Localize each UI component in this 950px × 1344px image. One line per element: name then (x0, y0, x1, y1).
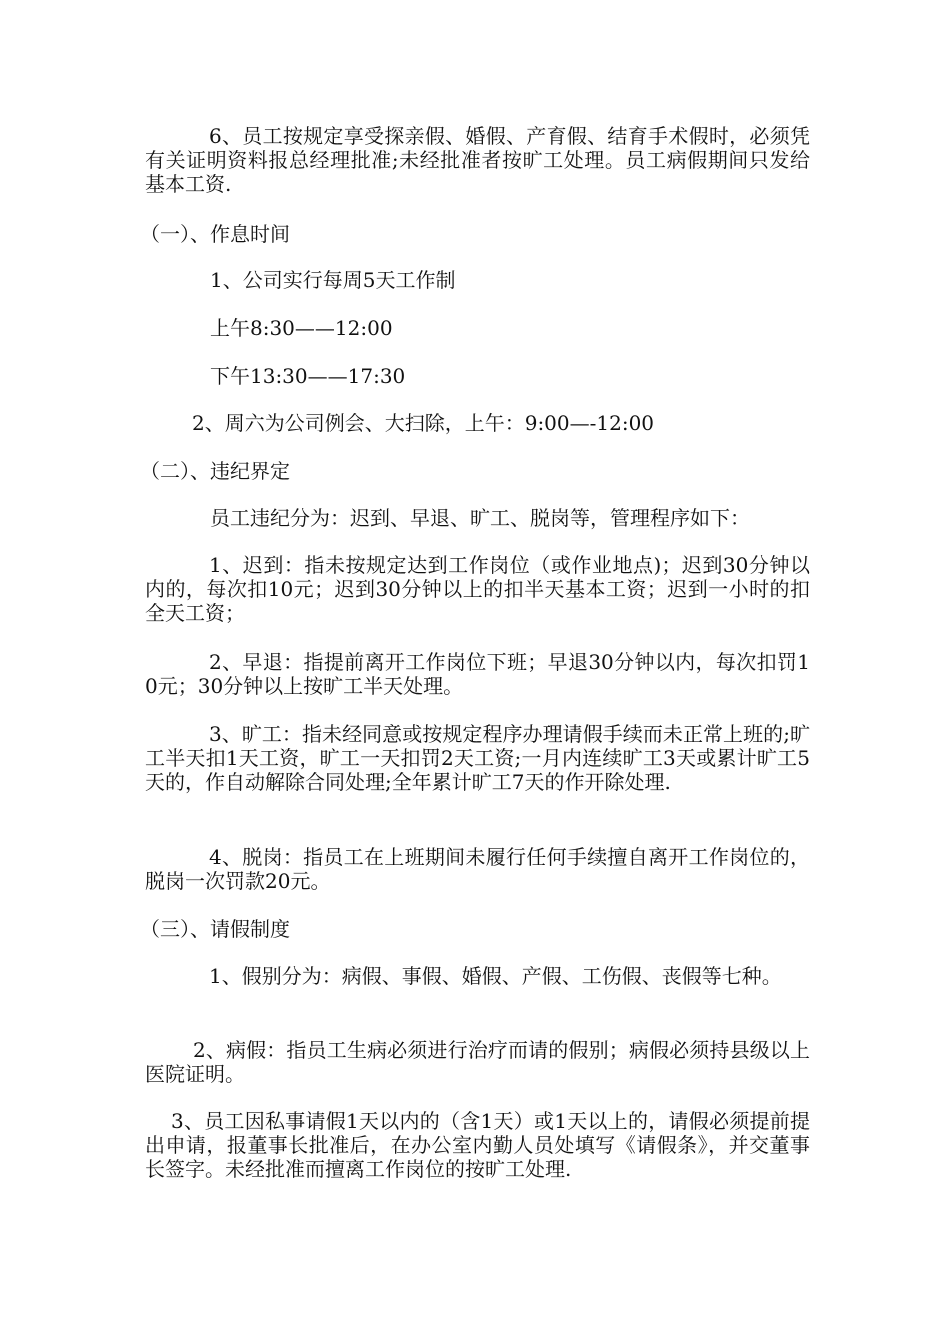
paragraph-personal-leave: 3、员工因私事请假1天以内的（含1天）或1天以上的，请假必须提前提出申请，报董事长批准后，在办公室内勤人员处填写《请假条》，并交董事长签字。未经批准而擅离工作岗位的按旷工处理. (145, 1109, 810, 1181)
paragraph-lateness: 1、迟到：指未按规定达到工作岗位（或作业地点)；迟到30分钟以内的，每次扣10元；迟到30分钟以上的扣半天基本工资；迟到一小时的扣全天工资； (145, 553, 810, 625)
section-heading-work-hours: （一）、作息时间 (140, 222, 290, 246)
paragraph-absenteeism: 3、旷工：指未经同意或按规定程序办理请假手续而未正常上班的;旷工半天扣1天工资，旷工一天扣罚2天工资;一月内连续旷工3天或累计旷工5天的，作自动解除合同处理;全年累计旷工7天的作开除处理. (145, 722, 810, 794)
paragraph-work-week: 1、公司实行每周5天工作制 (210, 268, 456, 292)
paragraph-leave-types: 1、假别分为：病假、事假、婚假、产假、工伤假、丧假等七种。 (209, 964, 782, 988)
paragraph-discipline-intro: 员工违纪分为：迟到、早退、旷工、脱岗等，管理程序如下： (210, 506, 750, 530)
paragraph-afternoon-hours: 下午13:30——17:30 (210, 364, 406, 388)
paragraph-leaving-post: 4、脱岗：指员工在上班期间未履行任何手续擅自离开工作岗位的，脱岗一次罚款20元。 (145, 845, 810, 893)
section-heading-discipline: （二）、违纪界定 (140, 459, 290, 483)
paragraph-morning-hours: 上午8:30——12:00 (210, 316, 393, 340)
section-heading-leave-policy: （三）、请假制度 (140, 917, 290, 941)
paragraph-leave-approval: 6、员工按规定享受探亲假、婚假、产育假、结育手术假时，必须凭有关证明资料报总经理批准;未经批准者按旷工处理。员工病假期间只发给基本工资. (145, 124, 810, 196)
paragraph-saturday-meeting: 2、周六为公司例会、大扫除，上午：9:00—-12:00 (192, 411, 655, 435)
paragraph-sick-leave: 2、病假：指员工生病必须进行治疗而请的假别；病假必须持县级以上医院证明。 (145, 1038, 810, 1086)
paragraph-early-leave: 2、早退：指提前离开工作岗位下班；早退30分钟以内，每次扣罚10元；30分钟以上按旷工半天处理。 (145, 650, 810, 698)
